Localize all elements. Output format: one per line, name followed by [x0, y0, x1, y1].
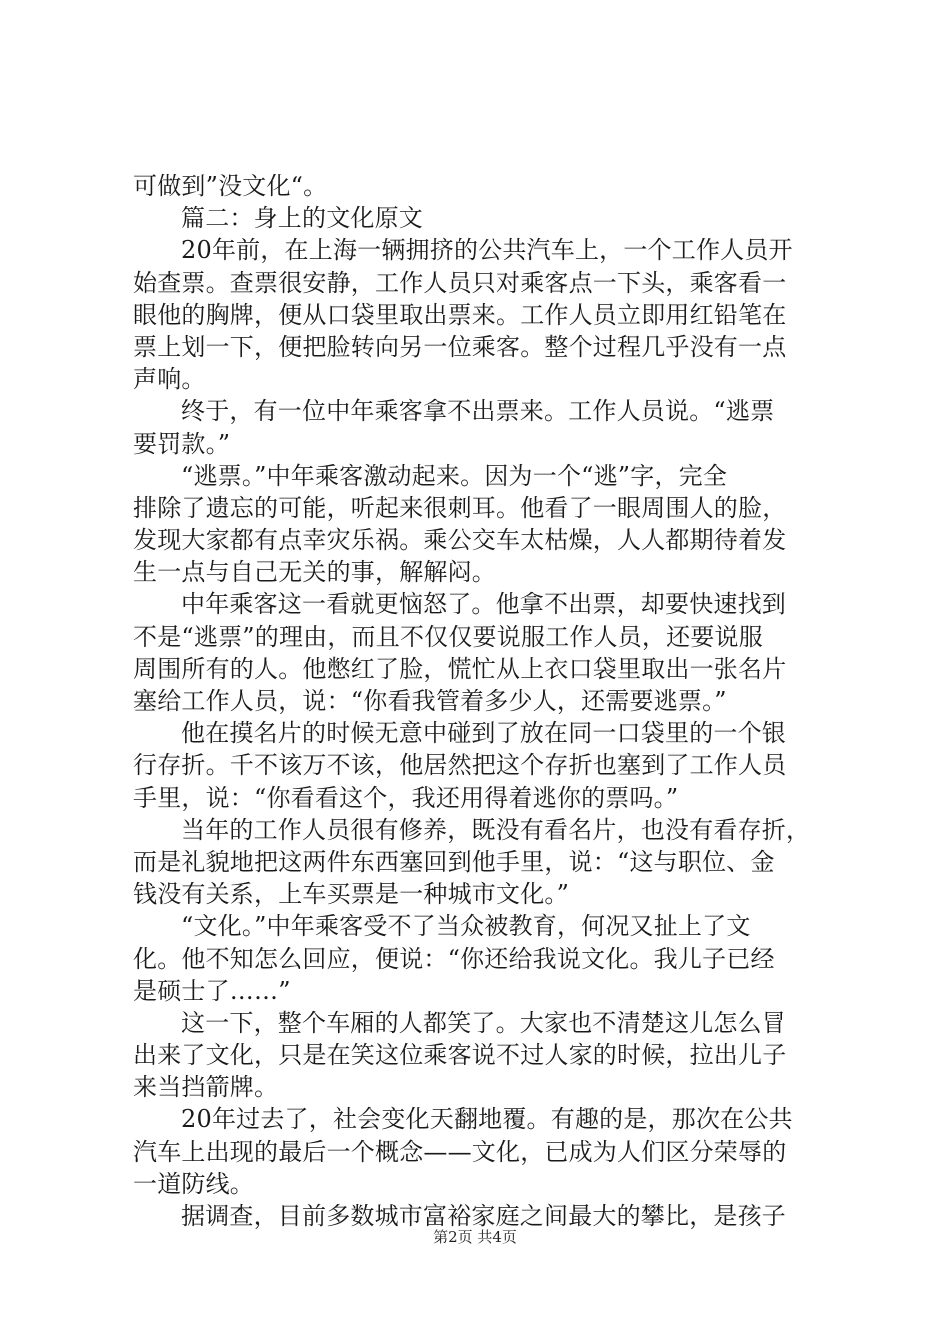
- text-line: 周围所有的人。他憋红了脸，慌忙从上衣口袋里取出一张名片: [133, 654, 787, 683]
- text-line: 据调查，目前多数城市富裕家庭之间最大的攀比，是孩子: [181, 1202, 786, 1230]
- text-line: “逃票。”中年乘客激动起来。因为一个“逃”字，完全: [181, 461, 728, 490]
- text-line: 当年的工作人员很有修养，既没有看名片，也没有看存折，: [181, 815, 811, 844]
- text-line: 手里，说：“你看看这个，我还用得着逃你的票吗。”: [133, 783, 679, 812]
- text-line: 行存折。千不该万不该，他居然把这个存折也塞到了工作人员: [133, 751, 787, 780]
- text-line: 可做到”没文化“。: [133, 172, 328, 200]
- text-line: 生一点与自己无关的事，解解闷。: [133, 558, 496, 587]
- text-line: 票上划一下，便把脸转向另一位乘客。整个过程几乎没有一点: [133, 332, 787, 361]
- text-line: 要罚款。”: [133, 429, 231, 458]
- text-line: 排除了遗忘的可能，听起来很刺耳。他看了一眼周围人的脸，: [133, 493, 787, 522]
- text-line: 化。他不知怎么回应，便说：“你还给我说文化。我儿子已经: [133, 944, 775, 973]
- text-line: 出来了文化，只是在笑这位乘客说不过人家的时候，拉出儿子: [133, 1041, 787, 1070]
- text-line: 始查票。查票很安静，工作人员只对乘客点一下头，乘客看一: [133, 268, 787, 297]
- text-line: 发现大家都有点幸灾乐祸。乘公交车太枯燥，人人都期待着发: [133, 526, 787, 555]
- page-number-footer: 第2页 共4页: [433, 1228, 517, 1246]
- text-line: 声响。: [133, 365, 206, 394]
- text-line: 眼他的胸牌，便从口袋里取出票来。工作人员立即用红铅笔在: [133, 300, 787, 329]
- text-line: 中年乘客这一看就更恼怒了。他拿不出票，却要快速找到: [181, 590, 786, 619]
- text-line: 汽车上出现的最后一个概念——文化，已成为人们区分荣辱的: [133, 1137, 787, 1166]
- text-line: 这一下，整个车厢的人都笑了。大家也不清楚这儿怎么冒: [181, 1008, 786, 1037]
- text-line: 终于，有一位中年乘客拿不出票来。工作人员说。“逃票: [181, 397, 775, 426]
- document-body: [133, 170, 833, 1232]
- text-line: 篇二：身上的文化原文: [181, 204, 423, 233]
- text-line: “文化。”中年乘客受不了当众被教育，何况又扯上了文: [181, 912, 751, 941]
- text-line: 塞给工作人员，说：“你看我管着多少人，还需要逃票。”: [133, 687, 727, 715]
- text-line: 钱没有关系，上车买票是一种城市文化。”: [133, 880, 570, 909]
- text-line: 是硕士了……”: [133, 976, 291, 1005]
- text-line: 一道防线。: [133, 1169, 254, 1198]
- text-line: 不是“逃票”的理由，而且不仅仅要说服工作人员，还要说服: [133, 622, 763, 651]
- text-line: 他在摸名片的时候无意中碰到了放在同一口袋里的一个银: [181, 719, 786, 748]
- text-line: 20年前，在上海一辆拥挤的公共汽车上，一个工作人员开: [181, 236, 793, 265]
- text-line: 而是礼貌地把这两件东西塞回到他手里，说：“这与职位、金: [133, 847, 775, 876]
- text-line: 来当挡箭牌。: [133, 1073, 279, 1102]
- text-line: 20年过去了，社会变化天翻地覆。有趣的是，那次在公共: [181, 1105, 793, 1134]
